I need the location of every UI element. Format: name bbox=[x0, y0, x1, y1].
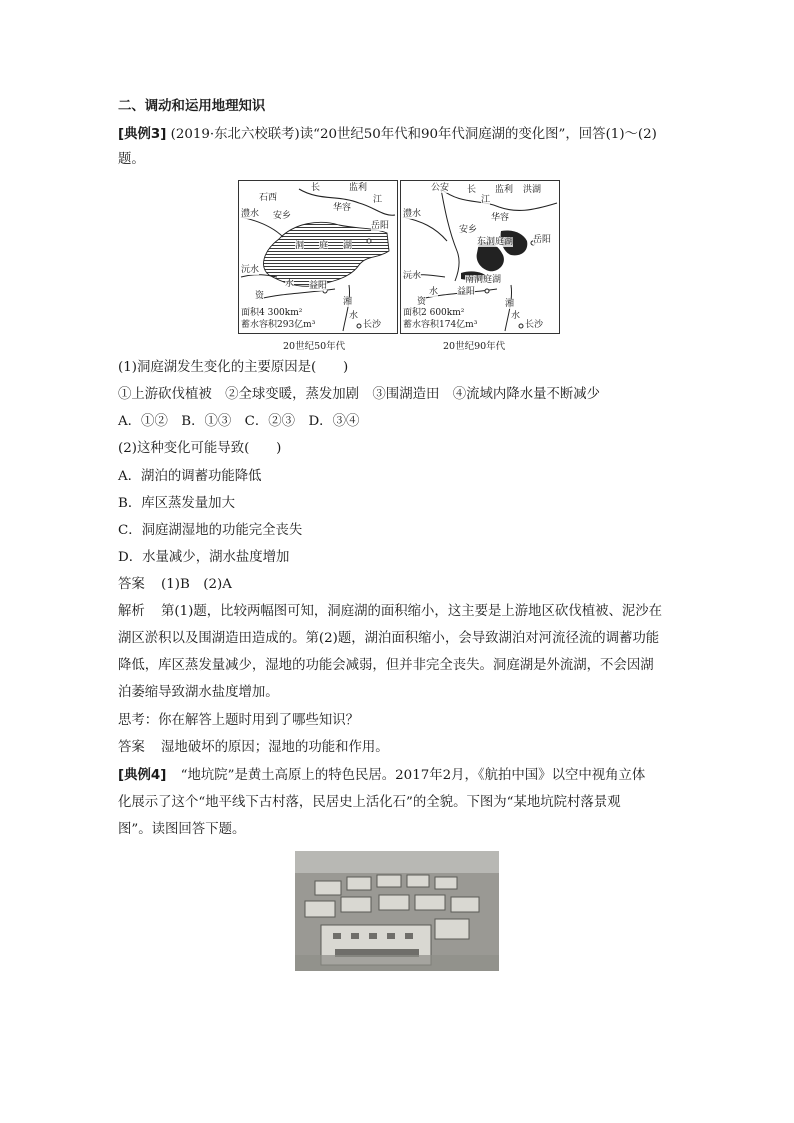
answer2-text: 湿地破坏的原因；湿地的功能和作用。 bbox=[161, 740, 389, 755]
q2-option-d: D．水量减少，湖水盐度增加 bbox=[118, 550, 290, 565]
map-1990s-volume: 蓄水容积174亿m³ bbox=[403, 320, 478, 330]
map-1990s-label: 公安 bbox=[431, 183, 450, 193]
map-1950s-volume: 蓄水容积293亿m³ bbox=[241, 320, 316, 330]
answer2-label: 答案 bbox=[118, 740, 145, 755]
q2-option-c: C．洞庭湖湿地的功能完全丧失 bbox=[118, 523, 303, 538]
map-1950s-label: 长 bbox=[311, 183, 321, 193]
map-1990s-label: 南洞庭湖 bbox=[465, 275, 502, 285]
q1-statements: ①上游砍伐植被 ②全球变暖，蒸发加剧 ③围湖造田 ④流域内降水量不断减少 bbox=[118, 387, 601, 402]
map-1950s-label: 庭 bbox=[319, 241, 329, 251]
q1-options: A．①② B．①③ C．②③ D．③④ bbox=[118, 414, 360, 429]
map-1990s-label: 华容 bbox=[491, 213, 510, 223]
village-aerial-photo bbox=[295, 851, 499, 971]
map-1950s-label: 长沙 bbox=[363, 320, 382, 330]
map-1950s-label: 益阳 bbox=[309, 281, 328, 291]
map-1990s-label: 监利 bbox=[495, 185, 514, 195]
map-1950s-label: 资 bbox=[255, 291, 265, 301]
map-1950s-area: 面积4 300km² bbox=[241, 308, 303, 318]
answer1-text: (1)B (2)A bbox=[161, 577, 232, 592]
map-1950s-caption: 20世纪50年代 bbox=[283, 341, 346, 352]
map-1990s-label: 东洞庭湖 bbox=[477, 237, 514, 247]
analysis-line1 bbox=[118, 603, 662, 621]
map-1990s-label: 湘 bbox=[505, 299, 515, 309]
map-1950s-label: 湖 bbox=[343, 241, 353, 251]
section-title: 二、调动和运用地理知识 bbox=[118, 99, 266, 114]
map-1990s-area: 面积2 600km² bbox=[403, 308, 465, 318]
analysis-text: 第(1)题，比较两幅图可知，洞庭湖的面积缩小，这主要是上游地区砍伐植被、泥沙在 bbox=[161, 604, 663, 619]
map-1950s-label: 洞 bbox=[295, 241, 305, 251]
map-1950s-label: 水 bbox=[349, 311, 359, 321]
map-1950s-label: 沅水 bbox=[241, 265, 260, 275]
map-1990s-label: 长 bbox=[467, 185, 477, 195]
map-1950s-label: 水 bbox=[285, 279, 295, 289]
map-1950s bbox=[238, 180, 398, 334]
map-1990s-label: 岳阳 bbox=[533, 235, 552, 245]
map-1990s-label: 澧水 bbox=[403, 209, 422, 219]
analysis-line4: 泊萎缩导致湖水盐度增加。 bbox=[118, 685, 279, 700]
map-1950s-label: 石西 bbox=[259, 193, 278, 203]
map-1990s bbox=[400, 180, 560, 334]
map-1950s-label: 安乡 bbox=[273, 211, 292, 221]
example4-tag: [典例4] bbox=[118, 768, 167, 783]
answer1 bbox=[118, 576, 232, 594]
example3-intro-line2: 题。 bbox=[118, 152, 145, 167]
example4-line3: 图”。读图回答下题。 bbox=[118, 822, 246, 837]
example3-intro-text: (2019·东北六校联考)读“20世纪50年代和90年代洞庭湖的变化图”，回答(1)～(2) bbox=[170, 127, 657, 142]
example4-text: “地坑院”是黄土高原上的特色民居。2017年2月，《航拍中国》以空中视角立体 bbox=[180, 768, 646, 783]
village-photo-drawing bbox=[295, 851, 499, 971]
q2-stem: (2)这种变化可能导致( ) bbox=[118, 441, 282, 456]
map-1950s-label: 湘 bbox=[343, 297, 353, 307]
analysis-line2: 湖区淤积以及围湖造田造成的。第(2)题，湖泊面积缩小，会导致湖泊对河流径流的调蓄功能 bbox=[118, 631, 660, 646]
map-1990s-label: 江 bbox=[481, 195, 491, 205]
map-1990s-label: 资 bbox=[417, 297, 427, 307]
map-1990s-caption: 20世纪90年代 bbox=[443, 341, 506, 352]
example4-line2: 化展示了这个“地平线下古村落，民居史上活化石”的全貌。下图为“某地坑院村落景观 bbox=[118, 795, 621, 810]
map-1950s-label: 监利 bbox=[349, 183, 368, 193]
map-1990s-label: 水 bbox=[511, 311, 521, 321]
answer1-label: 答案 bbox=[118, 577, 145, 592]
map-1950s-label: 岳阳 bbox=[371, 221, 390, 231]
map-1990s-label: 水 bbox=[429, 287, 439, 297]
example3-tag: [典例3] bbox=[118, 127, 167, 142]
q2-option-a: A．湖泊的调蓄功能降低 bbox=[118, 469, 262, 484]
map-1990s-label: 洪湖 bbox=[523, 185, 542, 195]
map-1950s-label: 澧水 bbox=[241, 209, 260, 219]
answer2 bbox=[118, 739, 389, 757]
analysis-line3: 降低，库区蒸发量减少，湿地的功能会减弱，但并非完全丧失。洞庭湖是外流湖，不会因湖 bbox=[118, 658, 654, 673]
analysis-label: 解析 bbox=[118, 604, 145, 619]
example4-line1 bbox=[118, 767, 645, 785]
map-1990s-label: 安乡 bbox=[459, 225, 478, 235]
map-1990s-label: 长沙 bbox=[525, 320, 544, 330]
map-1950s-label: 华容 bbox=[333, 203, 352, 213]
map-1990s-label: 沅水 bbox=[403, 271, 422, 281]
q2-option-b: B．库区蒸发量加大 bbox=[118, 496, 235, 511]
think-question: 思考：你在解答上题时用到了哪些知识？ bbox=[118, 713, 360, 728]
map-1950s-label: 江 bbox=[373, 195, 383, 205]
map-1990s-label: 益阳 bbox=[457, 287, 476, 297]
example3-intro-line1 bbox=[118, 126, 657, 144]
q1-stem: (1)洞庭湖发生变化的主要原因是( ) bbox=[118, 360, 349, 375]
